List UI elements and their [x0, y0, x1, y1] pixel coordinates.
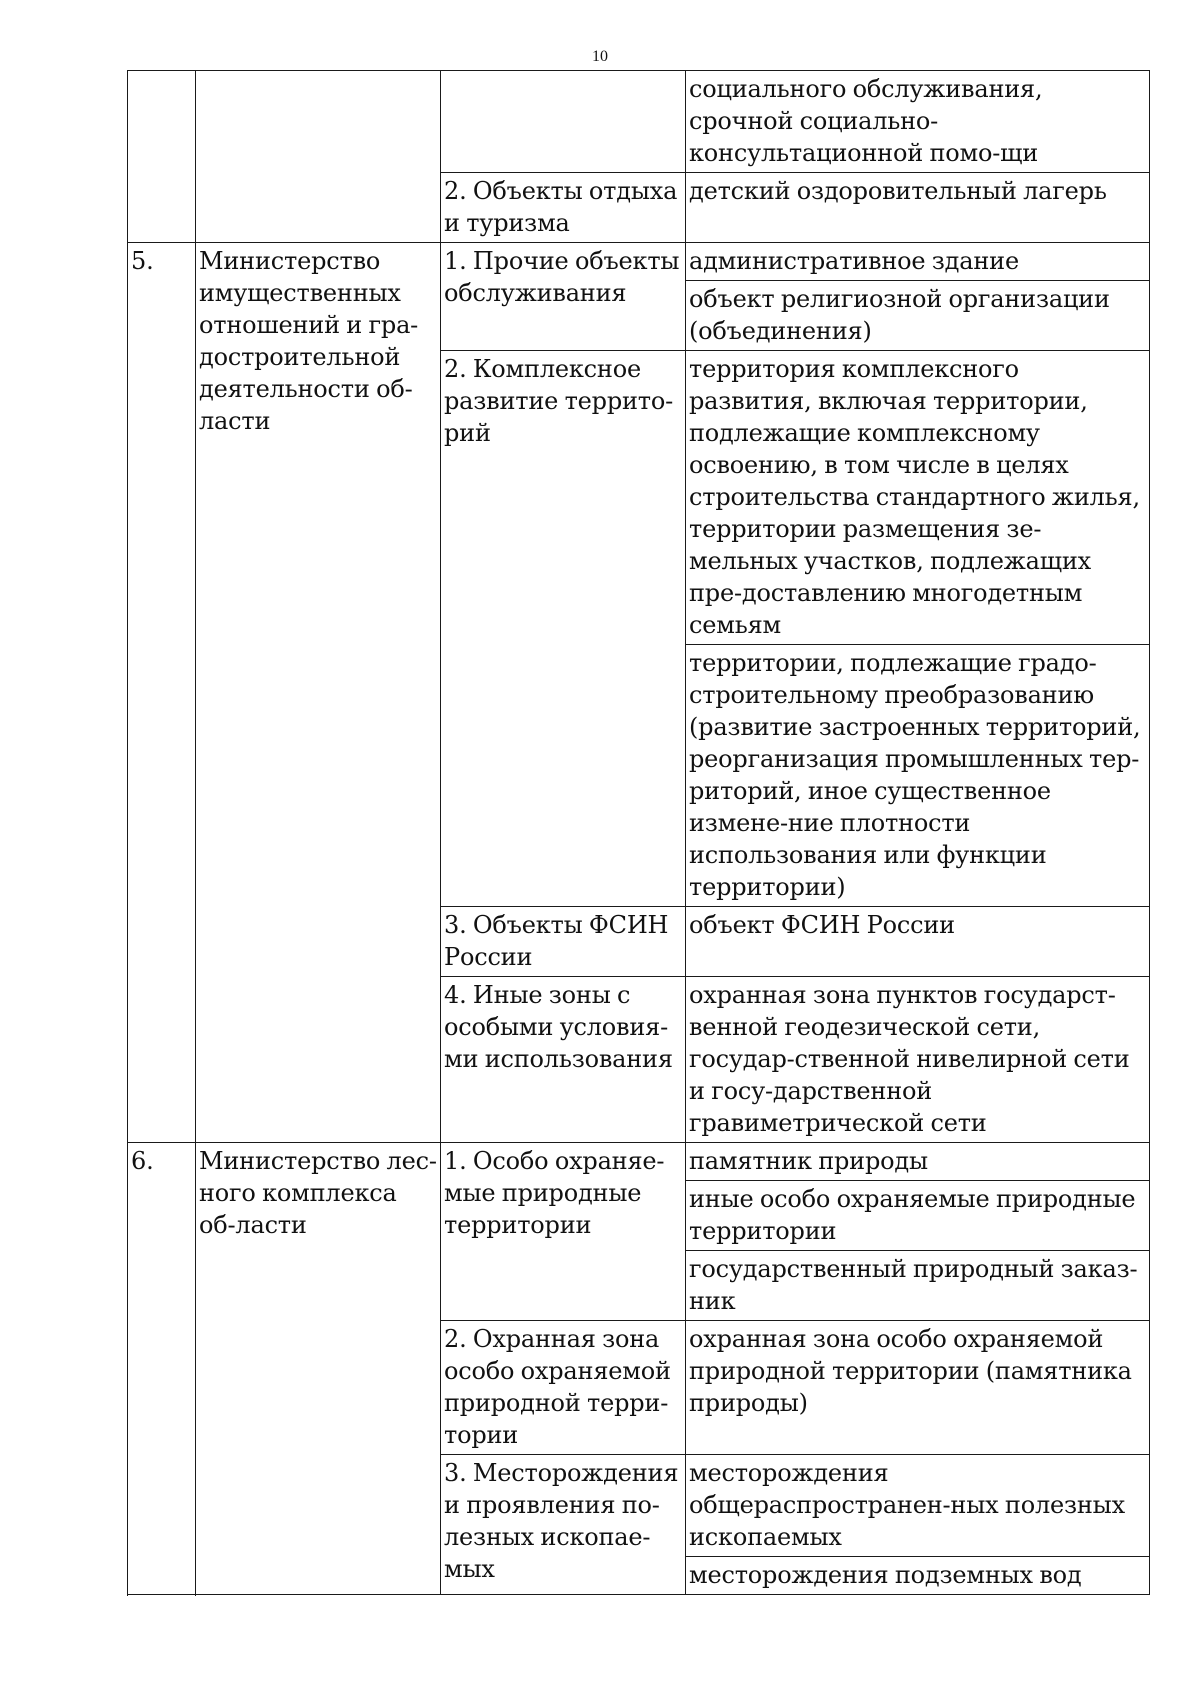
- cell-description: месторождения подземных вод: [686, 1557, 1150, 1595]
- cell-description: иные особо охраняемые природные территории: [686, 1181, 1150, 1251]
- cell-ministry: Министерство лес-ного комплекса об-ласти: [196, 1143, 441, 1595]
- cell-number: 5.: [128, 243, 196, 1143]
- cell-object: 3. Месторождения и проявления по-лезных ископае-мых: [441, 1455, 686, 1595]
- cell-ministry: Министерство имущественных отношений и гра-достроительной деятельности об-ласти: [196, 243, 441, 1143]
- cell-description: детский оздоровительный лагерь: [686, 173, 1150, 243]
- cell-description: охранная зона особо охраняемой природной территории (памятника природы): [686, 1321, 1150, 1455]
- cell-description: государственный природный заказ-ник: [686, 1251, 1150, 1321]
- cell-description: памятник природы: [686, 1143, 1150, 1181]
- cell-object: 3. Объекты ФСИН России: [441, 907, 686, 977]
- cell-object: 4. Иные зоны с особыми условия-ми использования: [441, 977, 686, 1143]
- cell-description: месторождения общераспространен-ных полезных ископаемых: [686, 1455, 1150, 1557]
- cell-description: территории, подлежащие градо-строительному преобразованию (развитие застроенных территорий, реорганизация промышленных тер-риторий, иное существенное измене-ние плотности использования или функции территории): [686, 645, 1150, 907]
- cell-description: объект ФСИН России: [686, 907, 1150, 977]
- cell-object: 2. Объекты отдыха и туризма: [441, 173, 686, 243]
- cell-number: 6.: [128, 1143, 196, 1595]
- cell-description: охранная зона пунктов государст-венной геодезической сети, государ-ственной нивелирной сети и госу-дарственной гравиметрической сети: [686, 977, 1150, 1143]
- cell-description: объект религиозной организации (объединения): [686, 281, 1150, 351]
- cell-ministry: [196, 71, 441, 243]
- table-row: [128, 1143, 1150, 1181]
- table-row: [128, 243, 1150, 281]
- cell-object: 1. Особо охраняе-мые природные территории: [441, 1143, 686, 1321]
- cell-number: [128, 71, 196, 243]
- cell-object: 2. Охранная зона особо охраняемой природной терри-тории: [441, 1321, 686, 1455]
- cell-description: социального обслуживания, срочной социально-консультационной помо-щи: [686, 71, 1150, 173]
- cell-description: территория комплексного развития, включая территории, подлежащие комплексному освоению, в том числе в целях строительства стандартного жилья, территории размещения зе-мельных участков, подлежащих пре-доставлению многодетным семьям: [686, 351, 1150, 645]
- cell-object: 2. Комплексное развитие террито-рий: [441, 351, 686, 907]
- cell-object: [441, 71, 686, 173]
- zones-table: [127, 70, 1150, 1595]
- table-row: [128, 71, 1150, 173]
- page-number: 10: [592, 48, 608, 65]
- cell-object: 1. Прочие объекты обслуживания: [441, 243, 686, 351]
- cell-description: административное здание: [686, 243, 1150, 281]
